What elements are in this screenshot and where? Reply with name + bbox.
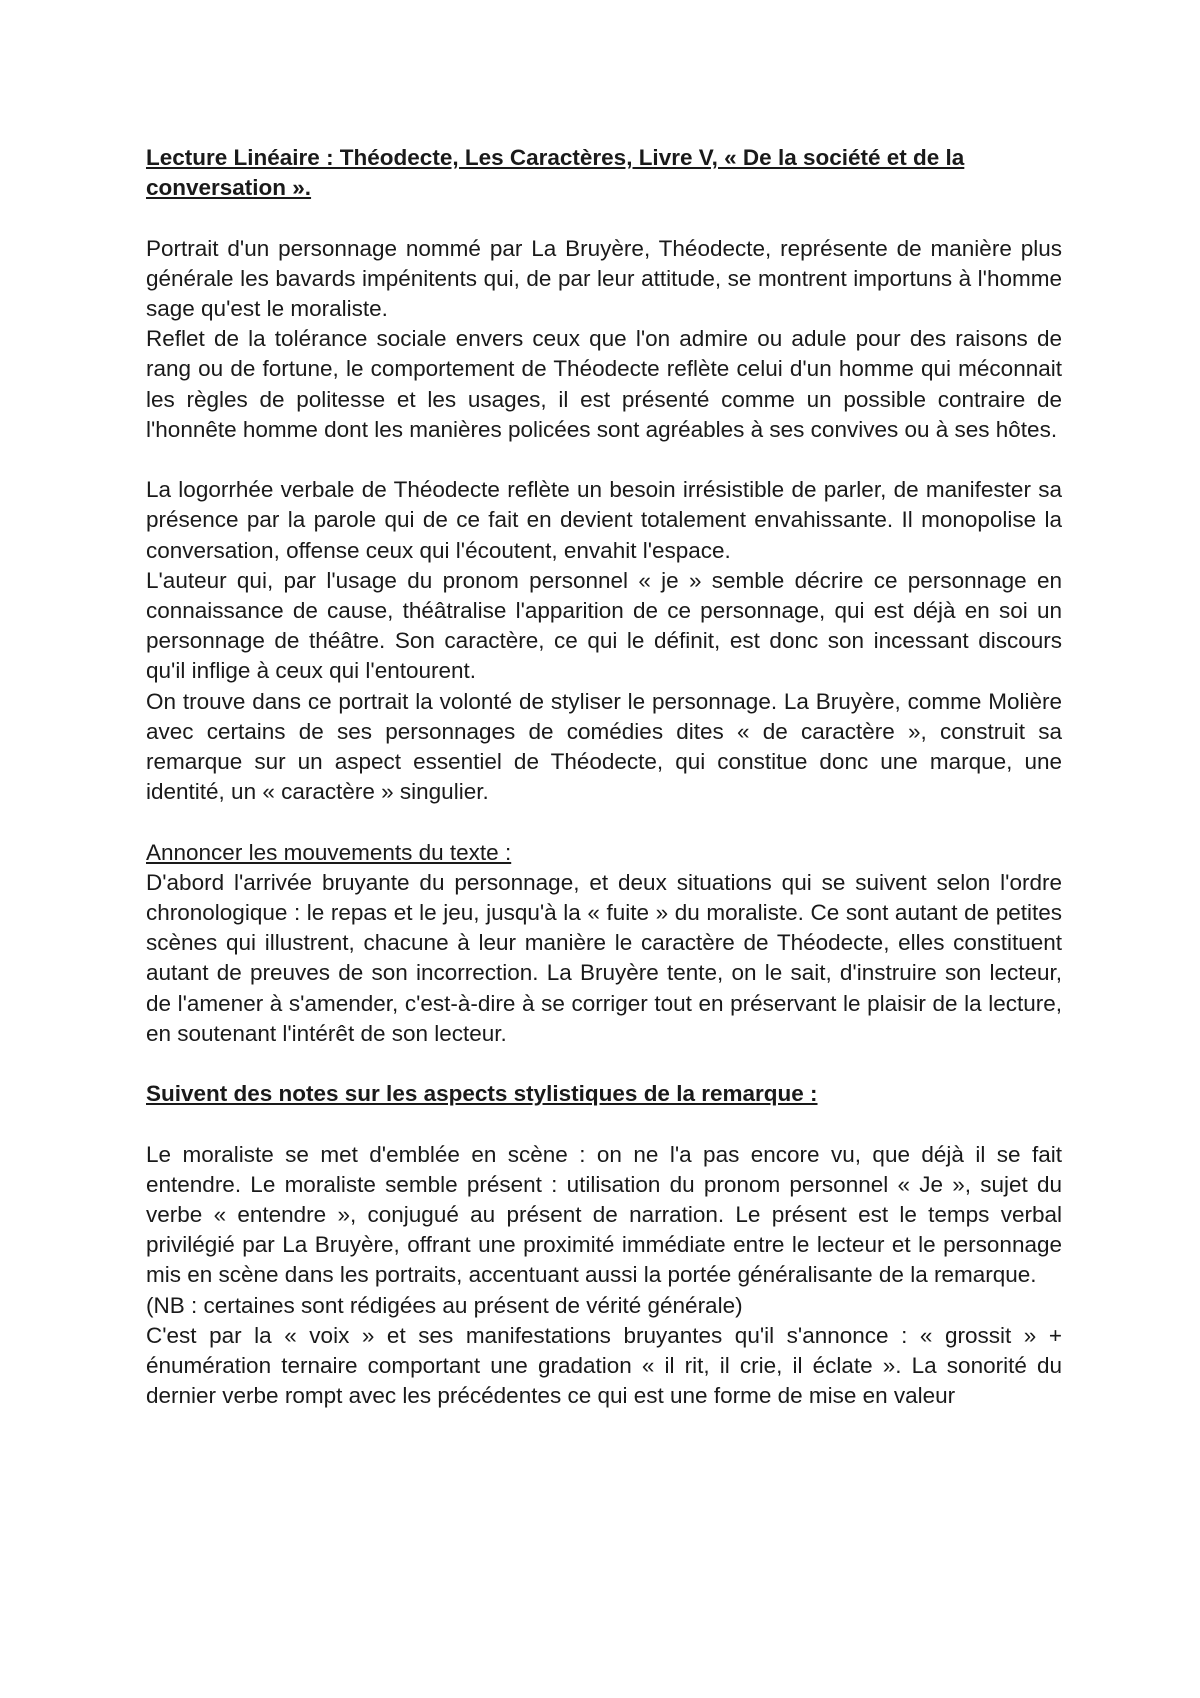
spacer	[146, 203, 1062, 233]
notes-paragraph-2: (NB : certaines sont rédigées au présent de vérité générale)	[146, 1292, 743, 1318]
document-page	[146, 143, 1062, 1411]
spacer	[146, 1049, 1062, 1079]
movements-paragraph: D'abord l'arrivée bruyante du personnage, et deux situations qui se suivent selon l'ordre chronologique : le repas et le jeu, jusqu'à la « fuite » du moraliste. Ce sont autant de petites scènes qui illustrent, chacune à leur manière le caractère de Théodecte, elles constituent autant de preuves de son incorrection. La Bruyère tente, on le sait, d'instruire son lecteur, de l'amener à s'amender, c'est-à-dire à se corriger tout en préservant le plaisir de la lecture, en soutenant l'intérêt de son lecteur.	[146, 869, 1062, 1046]
spacer	[146, 445, 1062, 475]
analysis-paragraph-3: On trouve dans ce portrait la volonté de styliser le personnage. La Bruyère, comme Molière avec certains de ses personnages de comédies dites « de caractère », construit sa remarque sur un aspect essentiel de Théodecte, qui constitue donc une marque, une identité, un « caractère » singulier.	[146, 688, 1062, 805]
analysis-paragraph-1: La logorrhée verbale de Théodecte reflète un besoin irrésistible de parler, de manifester sa présence par la parole qui de ce fait en devient totalement envahissante. Il monopolise la conversation, offense ceux qui l'écoutent, envahit l'espace.	[146, 477, 1062, 563]
intro-paragraph-1: Portrait d'un personnage nommé par La Bruyère, Théodecte, représente de manière plus générale les bavards impénitents qui, de par leur attitude, se montrent importuns à l'homme sage qu'est le moraliste.	[146, 235, 1062, 321]
notes-paragraph-3: C'est par la « voix » et ses manifestations bruyantes qu'il s'annonce : « grossit » + énumération ternaire comportant une gradation « il rit, il crie, il éclate ». La sonorité du dernier verbe rompt avec les précédentes ce qui est une forme de mise en valeur	[146, 1322, 1062, 1409]
notes-heading: Suivent des notes sur les aspects stylistiques de la remarque :	[146, 1081, 818, 1107]
spacer	[146, 1109, 1062, 1139]
movements-heading: Annoncer les mouvements du texte :	[146, 839, 512, 865]
analysis-paragraph-2: L'auteur qui, par l'usage du pronom personnel « je » semble décrire ce personnage en connaissance de cause, théâtralise l'apparition de ce personnage, qui est déjà en soi un personnage de théâtre. Son caractère, ce qui le définit, est donc son incessant discours qu'il inflige à ceux qui l'entourent.	[146, 567, 1062, 684]
document-title: Lecture Linéaire : Théodecte, Les Caractères, Livre V, « De la société et de la conversation ».	[146, 145, 965, 201]
intro-paragraph-2: Reflet de la tolérance sociale envers ceux que l'on admire ou adule pour des raisons de rang ou de fortune, le comportement de Théodecte reflète celui d'un homme qui méconnait les règles de politesse et les usages, il est présenté comme un possible contraire de l'honnête homme dont les manières policées sont agréables à ses convives ou à ses hôtes.	[146, 326, 1062, 442]
spacer	[146, 807, 1062, 837]
notes-paragraph-1: Le moraliste se met d'emblée en scène : on ne l'a pas encore vu, que déjà il se fait entendre. Le moraliste semble présent : utilisation du pronom personnel « Je », sujet du verbe « entendre », conjugué au présent de narration. Le présent est le temps verbal privilégié par La Bruyère, offrant une proximité immédiate entre le lecteur et le personnage mis en scène dans les portraits, accentuant aussi la portée généralisante de la remarque.	[146, 1141, 1062, 1288]
